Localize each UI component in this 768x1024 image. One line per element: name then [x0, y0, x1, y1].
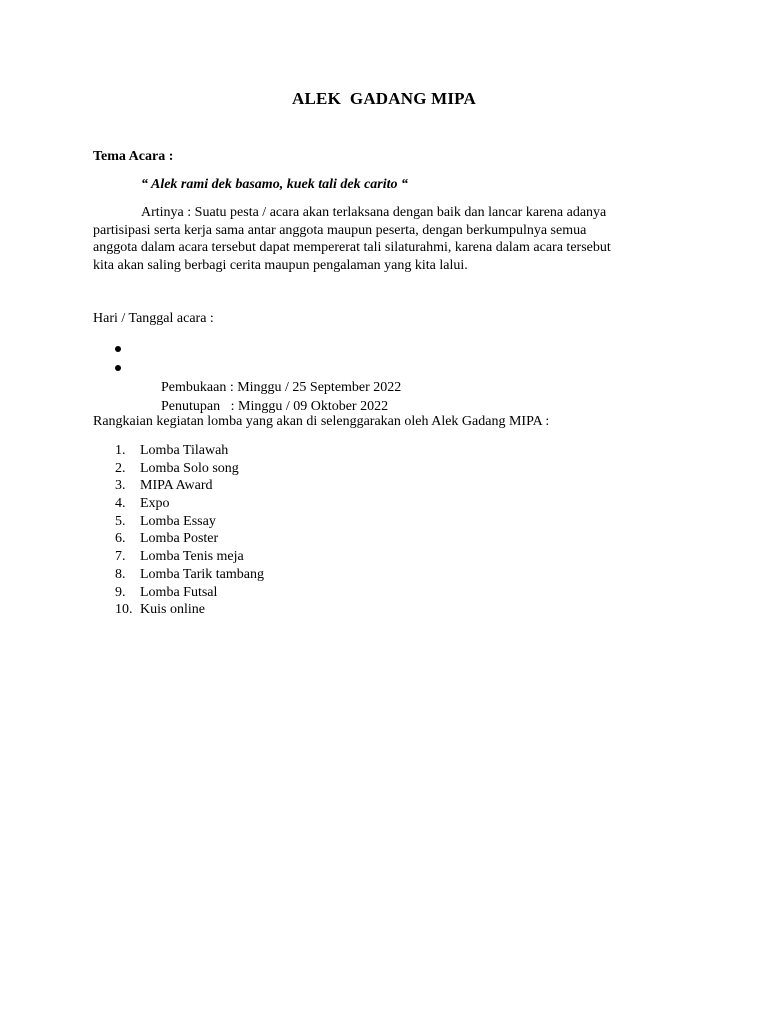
list-item-label: Lomba Tilawah: [140, 443, 229, 458]
list-item-label: Lomba Tenis meja: [140, 549, 244, 565]
events-list: [93, 442, 264, 619]
list-number: 10.: [115, 602, 133, 618]
list-item: [93, 601, 264, 619]
list-item-label: MIPA Award: [140, 478, 213, 494]
list-item-label: Expo: [140, 496, 170, 512]
meaning-line: partisipasi serta kerja sama antar anggota maupun peserta, dengan berkumpulnya semua: [93, 222, 587, 238]
list-number: 9.: [115, 584, 126, 600]
theme-quote: “ Alek rami dek basamo, kuek tali dek carito “: [141, 177, 409, 192]
bullet-icon: [115, 346, 121, 352]
list-number: 6.: [115, 531, 126, 547]
list-item-label: Kuis online: [140, 602, 205, 618]
events-intro: Rangkaian kegiatan lomba yang akan di selenggarakan oleh Alek Gadang MIPA :: [93, 414, 550, 429]
list-number: 8.: [115, 566, 126, 582]
list-item-label: Lomba Solo song: [140, 460, 239, 476]
list-number: 5.: [115, 513, 126, 529]
list-item: [93, 442, 264, 460]
list-item-label: Lomba Futsal: [140, 584, 218, 600]
list-number: 2.: [115, 460, 126, 476]
meaning-line: Artinya : Suatu pesta / acara akan terlaksana dengan baik dan lancar karena adanya: [141, 205, 607, 220]
list-item: [93, 530, 264, 548]
list-item: [93, 495, 264, 513]
date-label: Hari / Tanggal acara :: [93, 311, 214, 326]
meaning-line: kita akan saling berbagi cerita maupun pengalaman yang kita lalui.: [93, 257, 468, 273]
theme-heading: Tema Acara :: [93, 149, 174, 164]
meaning-paragraph: [93, 204, 673, 274]
list-item-label: Lomba Essay: [140, 513, 216, 529]
meaning-line: anggota dalam acara tersebut dapat mempererat tali silaturahmi, karena dalam acara tersebut: [93, 240, 611, 256]
bullet-icon: [115, 365, 121, 371]
list-number: 1.: [115, 443, 126, 458]
list-item-label: Lomba Poster: [140, 531, 219, 547]
list-item: [93, 584, 264, 602]
list-item: [93, 548, 264, 566]
list-item-label: Lomba Tarik tambang: [140, 566, 264, 582]
date-item-text: Pembukaan : Minggu / 25 September 2022: [161, 380, 402, 395]
list-item: [93, 566, 264, 584]
list-number: 4.: [115, 496, 126, 512]
list-number: 3.: [115, 478, 126, 494]
list-item: [93, 460, 264, 478]
date-list: [93, 340, 402, 414]
list-number: 7.: [115, 549, 126, 565]
list-item: [93, 513, 264, 531]
date-item-text: Penutupan : Minggu / 09 Oktober 2022: [161, 399, 389, 414]
document-title: ALEK GADANG MIPA: [292, 89, 476, 108]
list-item: [93, 477, 264, 495]
date-item-opening: [93, 340, 402, 395]
